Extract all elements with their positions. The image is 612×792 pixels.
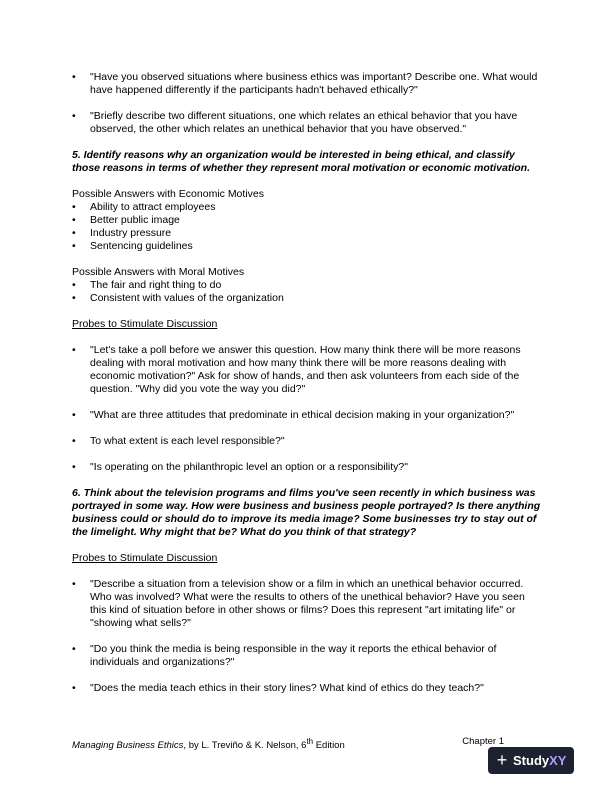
list-item: • Consistent with values of the organization [72, 292, 284, 304]
list-item: • The fair and right thing to do [72, 279, 222, 291]
studyxy-badge[interactable] [488, 747, 574, 774]
bullet-icon: • [72, 409, 76, 421]
bullet-icon: • [72, 292, 76, 304]
bullet-icon: • [72, 201, 76, 213]
probes-heading: Probes to Stimulate Discussion [72, 552, 218, 564]
badge-xy-text: XY [549, 753, 567, 768]
footer-citation: Managing Business Ethics, by L. Treviño & K. Nelson, 6th Edition [72, 737, 345, 752]
bullet-icon: • [72, 110, 76, 122]
list-item: • "Does the media teach ethics in their story lines? What kind of ethics do they teach?" [72, 682, 484, 694]
footer-chapter: Chapter 1 [462, 736, 504, 747]
bullet-icon: • [72, 461, 76, 473]
bullet-icon: • [72, 240, 76, 252]
probes-heading: Probes to Stimulate Discussion [72, 318, 218, 330]
badge-study-text: Study [513, 753, 550, 768]
document-page [72, 71, 544, 695]
list-item: • "Do you think the media is being responsible in the way it reports the ethical behavior of individuals and organizations?" [72, 643, 497, 668]
bullet-icon: • [72, 435, 76, 447]
question-5: 5. Identify reasons why an organization would be interested in being ethical, and classify those reasons in terms of whether they represent moral motivation or economic motivation. [72, 149, 531, 174]
bullet-icon: • [72, 682, 76, 694]
list-item: • "Have you observed situations where business ethics was important? Describe one. What would have happened differently if the participants hadn't behaved ethically?" [72, 71, 538, 96]
bullet-icon: • [72, 643, 76, 655]
list-item: • "Describe a situation from a television show or a film in which an unethical behavior occurred. Who was involved? What were the results to others of the unethical behavior? Have you seen this kind of situation before in other shows or films? Does this represent "art imitating life" or "showing what sells?" [72, 578, 525, 629]
list-item: • To what extent is each level responsible?" [72, 435, 285, 447]
moral-heading: Possible Answers with Moral Motives [72, 266, 245, 278]
bullet-icon: • [72, 214, 76, 226]
list-item: • Better public image [72, 214, 180, 226]
list-item: • Ability to attract employees [72, 201, 216, 213]
list-item: • "Is operating on the philanthropic level an option or a responsibility?" [72, 461, 408, 473]
economic-heading: Possible Answers with Economic Motives [72, 188, 264, 200]
bullet-icon: • [72, 344, 76, 356]
book-title: Managing Business Ethics [72, 740, 184, 752]
bullet-icon: • [72, 71, 76, 83]
list-item: • "Let's take a poll before we answer this question. How many think there will be more reasons dealing with moral motivation and how many think there will be more reasons dealing with economic motivation?" Ask for show of hands, and then ask volunteers from each side of the question. "Why did you vote the way you did?" [72, 344, 521, 395]
plus-icon: + [496, 750, 508, 770]
question-6: 6. Think about the television programs and films you've seen recently in which business was portrayed in some way. How were business and business people portrayed? Is there anything business could or should do to improve its media image? Some businesses try to stay out of the limelight. Why might that be? What do you think of that strategy? [72, 487, 541, 538]
list-item: • "Briefly describe two different situations, one which relates an ethical behavior that you have observed, the other which relates an unethical behavior that you have observed." [72, 110, 518, 135]
list-item: • Sentencing guidelines [72, 240, 193, 252]
list-item: • Industry pressure [72, 227, 172, 239]
bullet-icon: • [72, 279, 76, 291]
bullet-icon: • [72, 227, 76, 239]
bullet-icon: • [72, 578, 76, 590]
list-item: • "What are three attitudes that predominate in ethical decision making in your organization?" [72, 409, 515, 421]
